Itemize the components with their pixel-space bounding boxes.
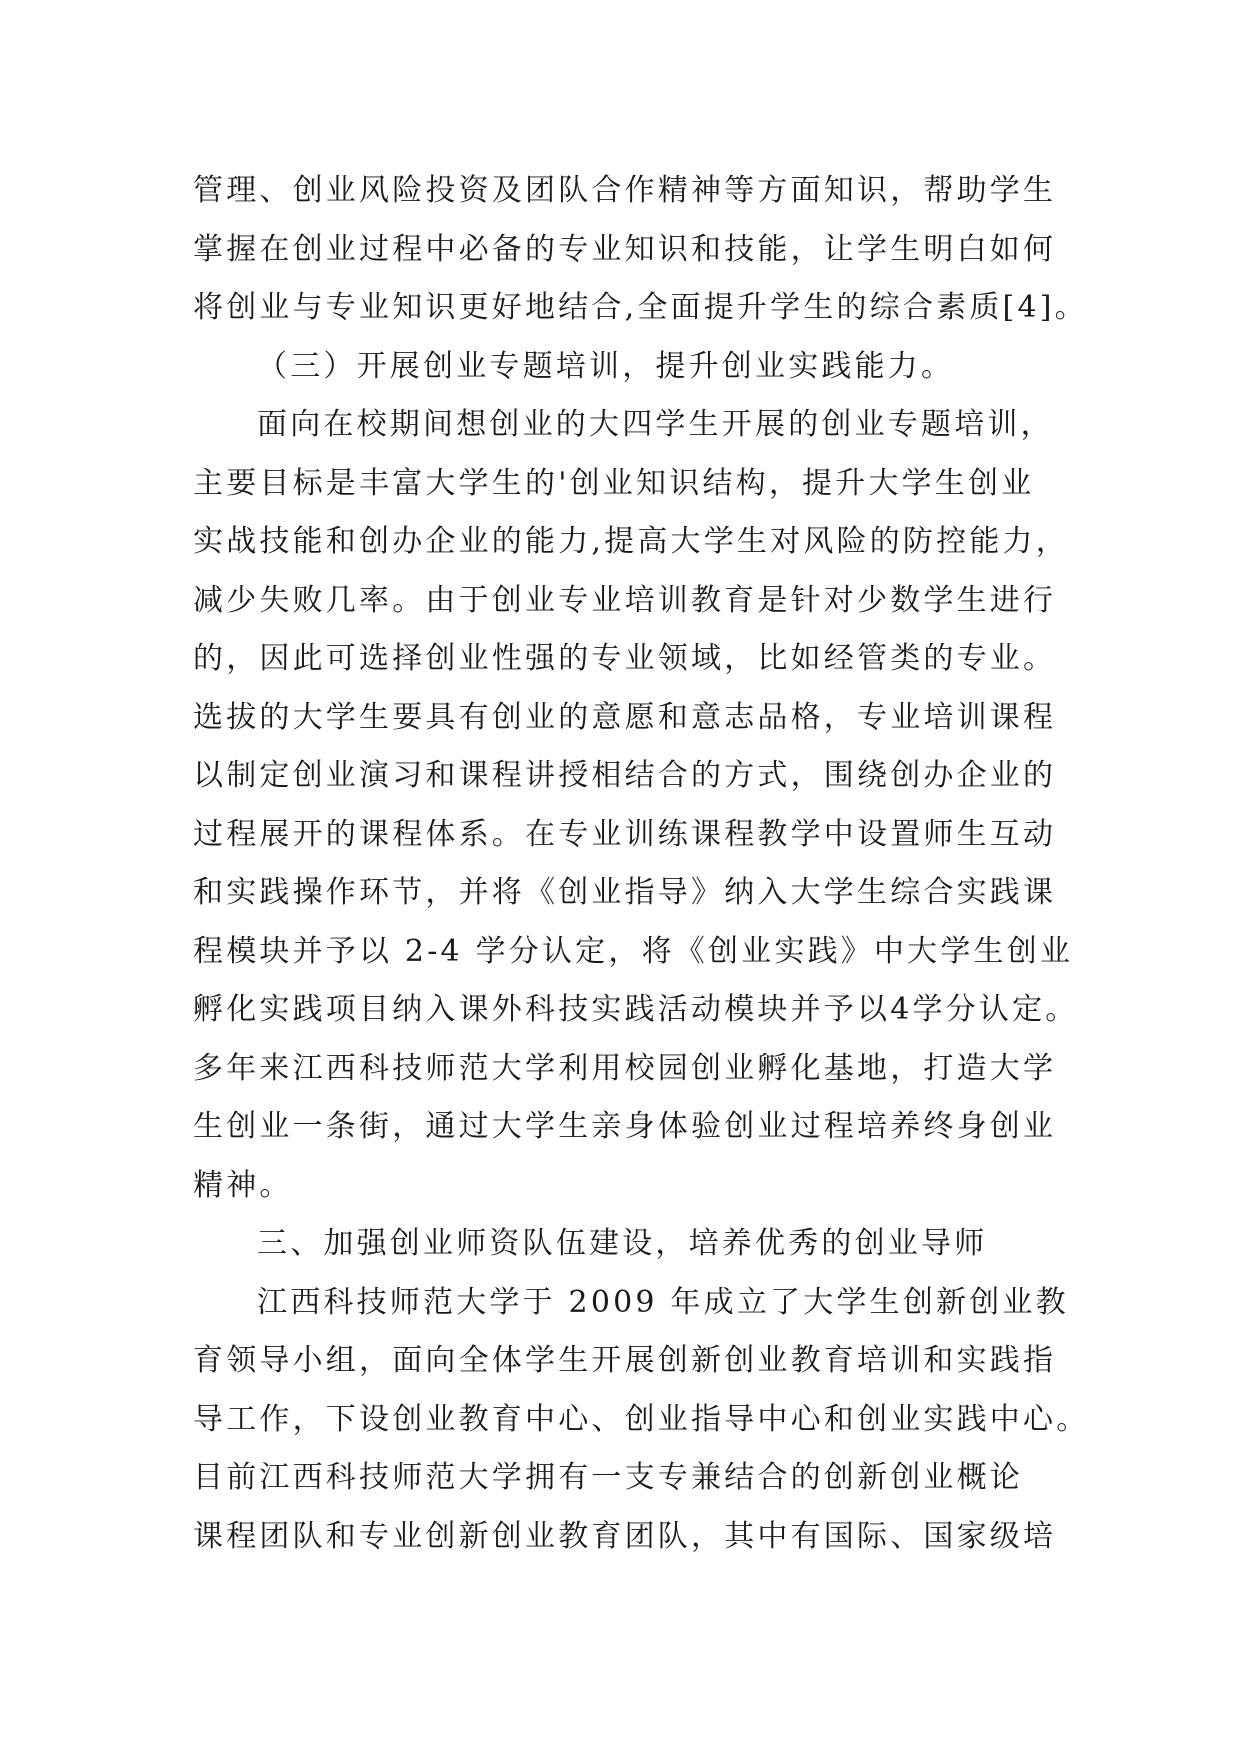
paragraph-line: 面向在校期间想创业的大四学生开展的创业专题培训，	[257, 407, 1054, 442]
paragraph-line: 实战技能和创办企业的能力,提高大学生对风险的防控能力，	[193, 524, 1069, 559]
paragraph-line: 的，因此可选择创业性强的专业领域，比如经管类的专业。	[193, 641, 1057, 676]
paragraph-line: 和实践操作环节，并将《创业指导》纳入大学生综合实践课	[193, 875, 1057, 910]
paragraph-line: 生创业一条街，通过大学生亲身体验创业过程培养终身创业	[193, 1109, 1057, 1144]
paragraph-line: 过程展开的课程体系。在专业训练课程教学中设置师生互动	[193, 816, 1057, 852]
paragraph-line: 管理、创业风险投资及团队合作精神等方面知识，帮助学生	[193, 173, 1057, 208]
paragraph-line: 程模块并予以 2-4 学分认定，将《创业实践》中大学生创业	[193, 933, 1074, 969]
document-body	[193, 162, 1090, 1566]
paragraph-line: 孵化实践项目纳入课外科技实践活动模块并予以4学分认定。	[193, 992, 1079, 1027]
section-heading: （三）开展创业专题培训，提升创业实践能力。	[257, 348, 955, 384]
paragraph-line: 导工作，下设创业教育中心、创业指导中心和创业实践中心。	[193, 1401, 1090, 1437]
paragraph-line: 以制定创业演习和课程讲授相结合的方式，围绕创办企业的	[193, 758, 1057, 793]
paragraph-line: 课程团队和专业创新创业教育团队，其中有国际、国家级培	[193, 1518, 1057, 1554]
paragraph-line: 主要目标是丰富大学生的'创业知识结构，提升大学生创业	[193, 465, 1035, 501]
paragraph-line: 精神。	[193, 1167, 293, 1203]
paragraph-line: 掌握在创业过程中必备的专业知识和技能，让学生明白如何	[193, 231, 1057, 267]
paragraph-line: 减少失败几率。由于创业专业培训教育是针对少数学生进行	[193, 582, 1057, 618]
paragraph-line: 选拔的大学生要具有创业的意愿和意志品格，专业培训课程	[193, 699, 1057, 735]
paragraph-line: 多年来江西科技师范大学利用校园创业孵化基地，打造大学	[193, 1050, 1057, 1086]
paragraph-line: 江西科技师范大学于 2009 年成立了大学生创新创业教	[257, 1284, 1069, 1320]
paragraph-line: 将创业与专业知识更好地结合,全面提升学生的综合素质[4]。	[193, 290, 1088, 325]
section-heading: 三、加强创业师资队伍建设，培养优秀的创业导师	[257, 1226, 988, 1261]
paragraph-line: 育领导小组，面向全体学生开展创新创业教育培训和实践指	[193, 1343, 1057, 1378]
paragraph-line: 目前江西科技师范大学拥有一支专兼结合的创新创业概论	[193, 1460, 1023, 1495]
